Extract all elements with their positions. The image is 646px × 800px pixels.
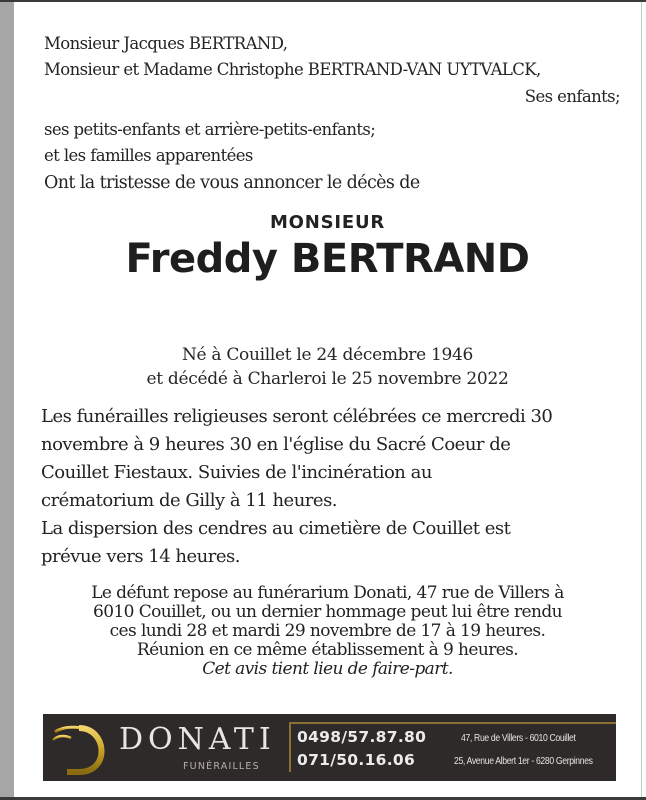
deceased-name: Freddy BERTRAND — [125, 236, 530, 282]
donati-advertisement-banner — [43, 714, 616, 781]
funeral-line: novembre à 9 heures 30 en l'église du Sacré Coeur de — [41, 434, 511, 455]
gold-bracket-left — [289, 722, 291, 772]
address-line: 47, Rue de Villers - 6010 Couillet — [461, 732, 576, 744]
honorific-title: MONSIEUR — [269, 212, 386, 233]
donati-logo-icon — [49, 718, 113, 778]
announcer-line: Monsieur Jacques BERTRAND, — [44, 34, 288, 53]
funeral-line: crématorium de Gilly à 11 heures. — [41, 490, 338, 511]
right-border — [641, 2, 642, 797]
children-label: Ses enfants; — [524, 87, 620, 106]
visitation-line: 6010 Couillet, ou un dernier hommage peut lui être rendu — [93, 602, 562, 622]
visitation-line: Réunion en ce même établissement à 9 heures. — [136, 640, 519, 660]
announcer-line: Monsieur et Madame Christophe BERTRAND-VAN UYTVALCK, — [44, 60, 541, 79]
families-line: et les familles apparentées — [44, 146, 253, 165]
funeral-line: prévue vers 14 heures. — [41, 546, 240, 567]
brand-subtitle: FUNÉRAILLES — [183, 761, 260, 772]
phone-number: 071/50.16.06 — [297, 751, 416, 769]
funeral-line: La dispersion des cendres au cimetière de Couillet est — [41, 518, 511, 539]
phone-number: 0498/57.87.80 — [297, 728, 427, 746]
brand-name: DONATI — [119, 722, 276, 757]
obituary-notice — [14, 2, 641, 797]
grandchildren-line: ses petits-enfants et arrière-petits-enfants; — [44, 120, 376, 139]
birth-line: Né à Couillet le 24 décembre 1946 — [181, 345, 474, 365]
visitation-line: ces lundi 28 et mardi 29 novembre de 17 à 19 heures. — [109, 621, 546, 641]
gold-bracket-top — [291, 722, 616, 724]
visitation-line: Le défunt repose au funérarium Donati, 47 rue de Villers à — [91, 583, 564, 603]
funeral-line: Couillet Fiestaux. Suivies de l'incinération au — [41, 462, 432, 483]
address-line: 25, Avenue Albert 1er - 6280 Gerpinnes — [454, 755, 593, 767]
announcement-line: Ont la tristesse de vous annoncer le décès de — [44, 173, 420, 193]
funeral-line: Les funérailles religieuses seront célébrées ce mercredi 30 — [41, 406, 553, 427]
left-gray-strip — [0, 2, 14, 797]
closing-note: Cet avis tient lieu de faire-part. — [202, 659, 453, 679]
death-line: et décédé à Charleroi le 25 novembre 2022 — [146, 369, 509, 389]
